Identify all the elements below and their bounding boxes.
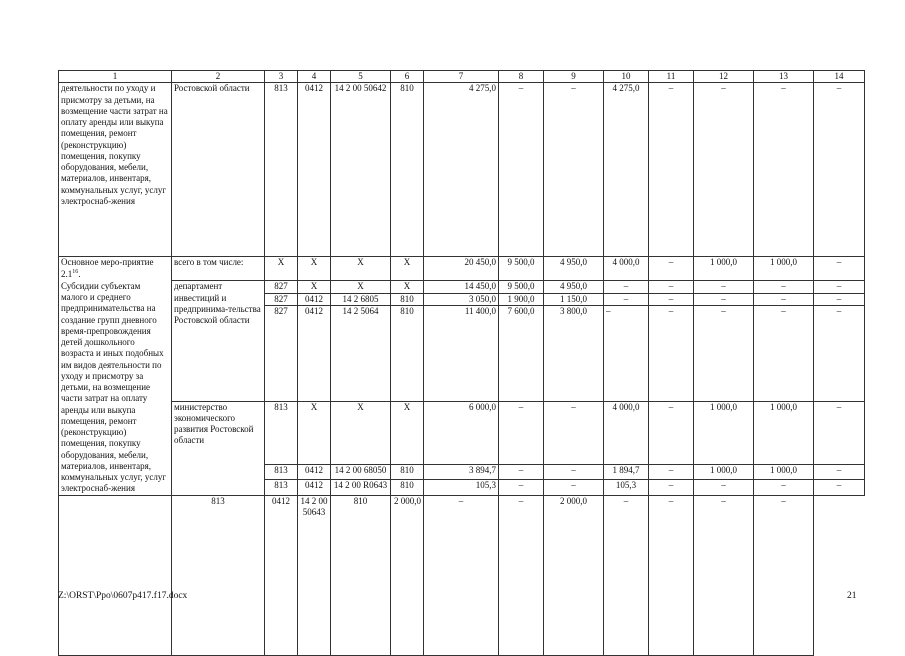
- file-path: Z:\ORST\Ppo\0607p417.f17.docx: [58, 591, 188, 601]
- header-cell: 8: [499, 71, 544, 83]
- table-cell: 4 000,0: [604, 257, 649, 281]
- table-cell: 20 450,0: [424, 257, 499, 281]
- table-cell: X: [298, 401, 331, 464]
- table-cell: 4 950,0: [544, 281, 604, 293]
- table-cell: 810: [391, 305, 424, 401]
- total-label: всего в том числе:: [172, 257, 265, 281]
- table-cell: 14 2 6805: [331, 293, 391, 305]
- table-cell: –: [649, 257, 694, 281]
- table-cell: 1 000,0: [694, 257, 754, 281]
- table-cell: 4 275,0: [424, 83, 499, 257]
- activity-description: Субсидии субъектам малого и среднего предпринимательства на создание групп дневного время-препровождения детей дошкольного возраста и иных подобных им видов деятельности по уходу и присмотру за детьми, на возмещение части затрат на оплату аренды или выкупа помещения, ремонт (реконструкцию) помещения, покупку оборудования, мебели, материалов, инвентаря, коммунальных услуг, услуг электроснаб-жения: [59, 281, 172, 495]
- table-row: [59, 257, 865, 281]
- table-cell: 1 150,0: [544, 293, 604, 305]
- table-cell: 1 000,0: [754, 464, 814, 479]
- table-cell: –: [754, 293, 814, 305]
- table-cell: 14 2 00 68050: [331, 464, 391, 479]
- table-cell: –: [814, 401, 865, 464]
- table-cell: –: [649, 83, 694, 257]
- header-cell: 7: [424, 71, 499, 83]
- footnote-ref: 16: [72, 268, 79, 275]
- table-cell: 9 500,0: [499, 257, 544, 281]
- header-cell: 11: [649, 71, 694, 83]
- table-cell: 810: [391, 293, 424, 305]
- table-row: [59, 281, 865, 293]
- table-cell: 2 000,0: [544, 495, 604, 655]
- table-cell: 1 000,0: [694, 401, 754, 464]
- table-cell: –: [649, 464, 694, 479]
- header-cell: 2: [172, 71, 265, 83]
- header-row: [59, 71, 865, 83]
- header-cell: 4: [298, 71, 331, 83]
- table-cell: 1 000,0: [694, 464, 754, 479]
- table-cell: 9 500,0: [499, 281, 544, 293]
- budget-table: [58, 70, 865, 656]
- header-cell: 9: [544, 71, 604, 83]
- table-cell: 3 894,7: [424, 464, 499, 479]
- table-cell: X: [331, 401, 391, 464]
- executor-cell: министерство экономического развития Ростовской области: [172, 401, 265, 495]
- table-cell: –: [544, 83, 604, 257]
- table-cell: –: [649, 293, 694, 305]
- table-cell: –: [499, 480, 544, 495]
- table-cell: 7 600,0: [499, 305, 544, 401]
- header-cell: 3: [265, 71, 298, 83]
- table-cell: –: [604, 293, 649, 305]
- table-cell: –: [754, 281, 814, 293]
- table-cell: –: [694, 305, 754, 401]
- header-cell: 10: [604, 71, 649, 83]
- table-cell: –: [754, 305, 814, 401]
- table-cell: –: [694, 495, 754, 655]
- table-cell: 3 050,0: [424, 293, 499, 305]
- table-cell: 14 2 00 50642: [331, 83, 391, 257]
- table-cell: –: [814, 281, 865, 293]
- page-number: 21: [847, 591, 857, 601]
- table-cell: 4 000,0: [604, 401, 649, 464]
- table-cell: 6 000,0: [424, 401, 499, 464]
- activity-title-tail: .: [78, 268, 81, 279]
- table-cell: 105,3: [604, 480, 649, 495]
- table-cell: X: [391, 401, 424, 464]
- table-cell: –: [649, 281, 694, 293]
- table-cell: X: [331, 281, 391, 293]
- table-cell: 810: [391, 464, 424, 479]
- header-cell: 13: [754, 71, 814, 83]
- table-cell: 0412: [298, 305, 331, 401]
- table-cell: X: [298, 281, 331, 293]
- table-cell: –: [814, 293, 865, 305]
- table-cell: –: [694, 293, 754, 305]
- table-cell: –: [694, 480, 754, 495]
- table-cell: –: [604, 305, 649, 401]
- table-cell: 813: [265, 464, 298, 479]
- table-row: [59, 495, 865, 655]
- table-cell: –: [694, 281, 754, 293]
- table-cell: 4 950,0: [544, 257, 604, 281]
- activity-title: [59, 257, 172, 281]
- table-cell: X: [391, 257, 424, 281]
- header-cell: 12: [694, 71, 754, 83]
- header-cell: 6: [391, 71, 424, 83]
- table-cell: 0412: [298, 293, 331, 305]
- table-cell: 11 400,0: [424, 305, 499, 401]
- table-cell: –: [649, 480, 694, 495]
- table-cell: 813: [265, 480, 298, 495]
- table-cell: –: [694, 83, 754, 257]
- activity-description: деятельности по уходу и присмотру за детьми, на возмещение части затрат на оплату аренды или выкупа помещения, ремонт (реконструкцию) помещения, покупку оборудования, мебели, материалов, инвентаря, коммунальных услуг, услуг электроснаб-жения: [59, 83, 172, 257]
- activity-title-text: Основное меро-приятие 2.1: [61, 257, 154, 279]
- table-cell: 810: [331, 495, 391, 655]
- table-cell: 0412: [298, 480, 331, 495]
- table-cell: 827: [265, 305, 298, 401]
- table-row: [59, 83, 865, 257]
- table-cell: 14 2 00 R0643: [331, 480, 391, 495]
- table-cell: –: [649, 495, 694, 655]
- table-cell: 14 450,0: [424, 281, 499, 293]
- table-cell: –: [499, 464, 544, 479]
- table-cell: –: [604, 281, 649, 293]
- table-cell: 0412: [265, 495, 298, 655]
- table-cell: 0412: [298, 464, 331, 479]
- table-cell: 2 000,0: [391, 495, 424, 655]
- table-cell: 14 2 5064: [331, 305, 391, 401]
- table-cell: X: [265, 257, 298, 281]
- table-cell: –: [814, 480, 865, 495]
- table-cell: –: [649, 401, 694, 464]
- table-cell: 105,3: [424, 480, 499, 495]
- table-cell: –: [604, 495, 649, 655]
- table-cell: –: [754, 83, 814, 257]
- table-cell: –: [814, 83, 865, 257]
- table-cell: –: [754, 495, 814, 655]
- table-cell: 1 900,0: [499, 293, 544, 305]
- table-cell: –: [814, 305, 865, 401]
- table-cell: –: [499, 401, 544, 464]
- table-cell: –: [544, 480, 604, 495]
- executor-cell: Ростовской области: [172, 83, 265, 257]
- table-cell: –: [649, 305, 694, 401]
- table-row: [59, 401, 865, 464]
- table-cell: –: [544, 401, 604, 464]
- table-cell: –: [814, 257, 865, 281]
- header-cell: 14: [814, 71, 865, 83]
- table-cell: 0412: [298, 83, 331, 257]
- table-cell: 813: [172, 495, 265, 655]
- executor-cell: департамент инвестиций и предпринима-тельства Ростовской области: [172, 281, 265, 401]
- table-cell: 14 2 00 50643: [298, 495, 331, 655]
- table-cell: X: [391, 281, 424, 293]
- table-cell: –: [814, 464, 865, 479]
- table-cell: 813: [265, 83, 298, 257]
- table-cell: 827: [265, 293, 298, 305]
- table-cell: –: [544, 464, 604, 479]
- table-cell: 3 800,0: [544, 305, 604, 401]
- header-cell: 1: [59, 71, 172, 83]
- executor-cell: [59, 495, 172, 655]
- table-cell: 1 894,7: [604, 464, 649, 479]
- table-cell: 810: [391, 480, 424, 495]
- header-cell: 5: [331, 71, 391, 83]
- table-cell: 1 000,0: [754, 257, 814, 281]
- table-cell: X: [331, 257, 391, 281]
- table-cell: X: [298, 257, 331, 281]
- table-cell: 4 275,0: [604, 83, 649, 257]
- table-cell: –: [499, 495, 544, 655]
- table-cell: –: [424, 495, 499, 655]
- table-cell: –: [499, 83, 544, 257]
- table-cell: 813: [265, 401, 298, 464]
- table-cell: 827: [265, 281, 298, 293]
- table-cell: 810: [391, 83, 424, 257]
- table-cell: 1 000,0: [754, 401, 814, 464]
- table-cell: –: [754, 480, 814, 495]
